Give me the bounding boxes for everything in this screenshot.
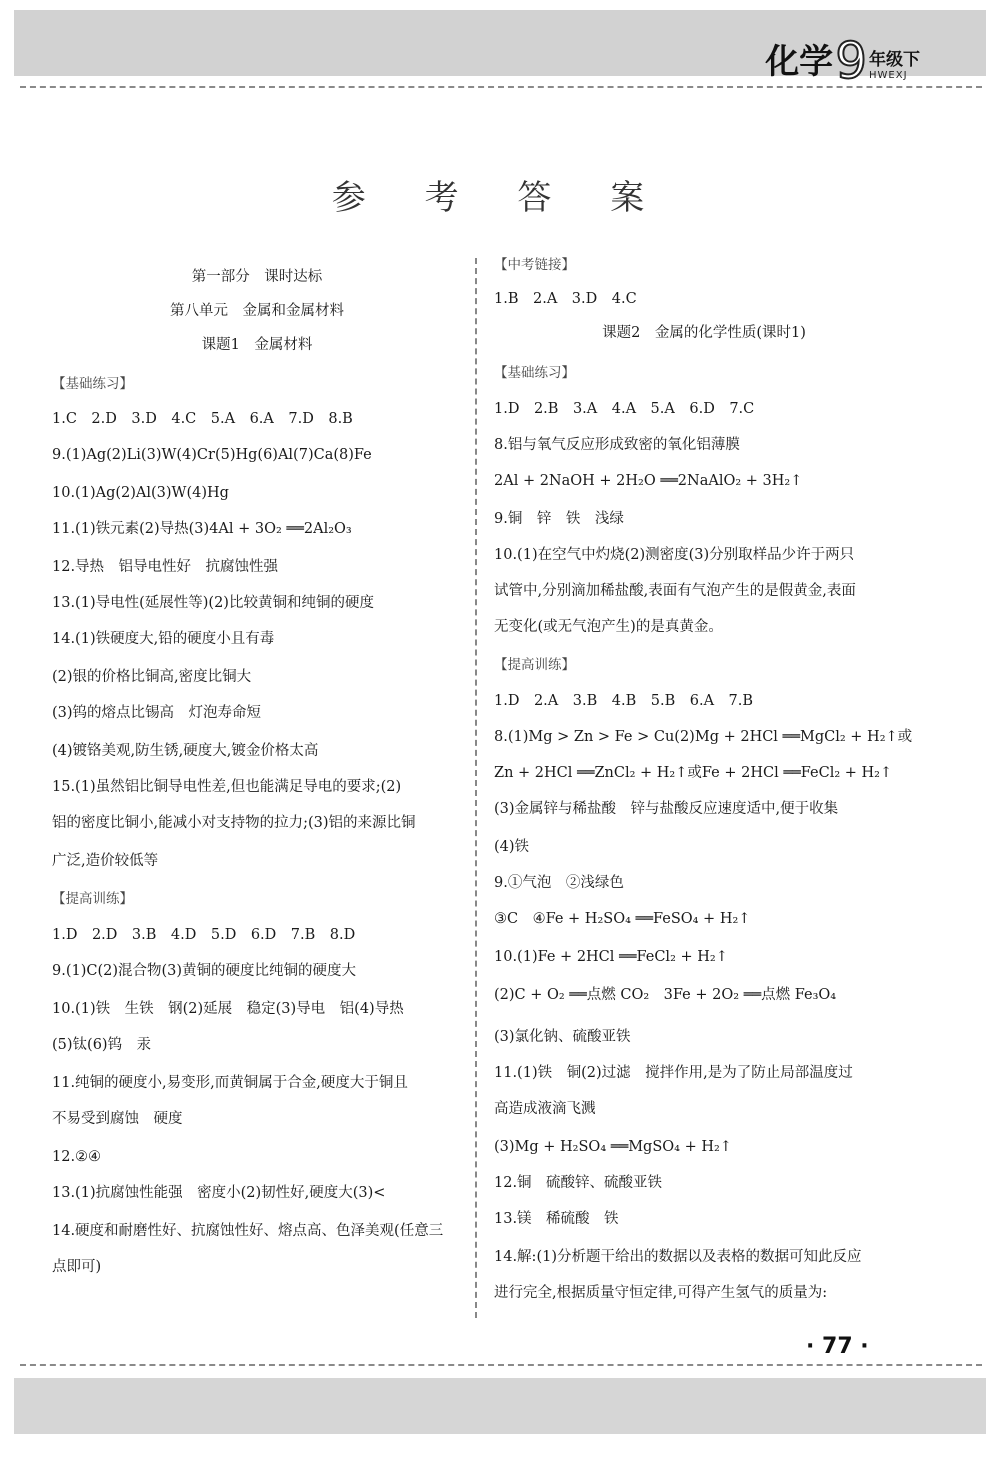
answer-line: 1.B 2.A 3.D 4.C [494,291,637,307]
answer-line: 9.①气泡 ②浅绿色 [494,875,624,891]
grade-box [869,45,920,81]
answer-line: (2)C + O₂ ══点燃 CO₂ 3Fe + 2O₂ ══点燃 Fe₃O₄ [494,987,837,1003]
answer-line: Zn + 2HCl ══ZnCl₂ + H₂↑或Fe + 2HCl ══FeCl₂ + H₂↑ [494,765,893,781]
answer-line: 13.镁 稀硫酸 铁 [494,1211,619,1227]
answer-line: 13.(1)抗腐蚀性能强 密度小(2)韧性好,硬度大(3)< [52,1185,386,1201]
answer-line: 1.D 2.A 3.B 4.B 5.B 6.A 7.B [494,693,754,709]
grade-label: 年级下 [869,50,920,70]
answer-line: 15.(1)虽然铝比铜导电性差,但也能满足导电的要求;(2) [52,779,402,795]
answer-line: 11.(1)铁 铜(2)过滤 搅拌作用,是为了防止局部温度过 [494,1065,853,1081]
answer-line: (5)钛(6)钨 汞 [52,1037,152,1053]
answer-line: (4)镀铬美观,防生锈,硬度大,镀金价格太高 [52,743,319,759]
page-number: · 77 · [806,1334,869,1359]
answer-line: 10.(1)Ag(2)Al(3)W(4)Hg [52,485,229,501]
answer-line: 13.(1)导电性(延展性等)(2)比较黄铜和纯铜的硬度 [52,595,374,611]
section-label: 【基础练习】 [52,376,133,392]
answer-line: 11.(1)铁元素(2)导热(3)4Al + 3O₂ ══2Al₂O₃ [52,521,352,537]
answer-line: 12.导热 铝导电性好 抗腐蚀性强 [52,559,279,575]
answer-line: 14.解:(1)分析题干给出的数据以及表格的数据可知此反应 [494,1249,862,1265]
section-heading: 第一部分 课时达标 [191,269,323,285]
section-label: 【提高训练】 [52,891,133,907]
header-title [765,32,920,90]
answer-line: 9.(1)Ag(2)Li(3)W(4)Cr(5)Hg(6)Al(7)Ca(8)Fe [52,447,372,463]
section-label: 【中考链接】 [494,257,575,273]
answer-line: 8.(1)Mg > Zn > Fe > Cu(2)Mg + 2HCl ══MgCl₂ + H₂↑或 [494,729,913,745]
answer-line: 14.硬度和耐磨性好、抗腐蚀性好、熔点高、色泽美观(任意三 [52,1223,444,1239]
section-label: 【基础练习】 [494,365,575,381]
answer-line: (3)金属锌与稀盐酸 锌与盐酸反应速度适中,便于收集 [494,801,839,817]
footer-band [14,1378,986,1434]
answer-line: (3)钨的熔点比锡高 灯泡寿命短 [52,705,262,721]
column-divider [475,258,477,1318]
header-divider [20,86,982,88]
section-heading: 第八单元 金属和金属材料 [170,303,344,319]
edition-label: HWEXJ [869,70,908,81]
answer-line: 进行完全,根据质量守恒定律,可得产生氢气的质量为: [494,1285,828,1301]
answer-line: 1.C 2.D 3.D 4.C 5.A 6.A 7.D 8.B [52,411,353,427]
answer-line: 9.铜 锌 铁 浅绿 [494,511,624,527]
answer-line: 点即可) [52,1259,102,1275]
answer-line: (2)银的价格比铜高,密度比铜大 [52,669,252,685]
answer-line: ③C ④Fe + H₂SO₄ ══FeSO₄ + H₂↑ [494,911,751,927]
answer-line: (3)氯化钠、硫酸亚铁 [494,1029,631,1045]
answer-line: 10.(1)在空气中灼烧(2)测密度(3)分别取样品少许于两只 [494,547,855,563]
section-heading: 课题1 金属材料 [201,337,313,353]
answer-line: (4)铁 [494,839,530,855]
subject-label: 化学 [765,42,834,82]
answer-line: (3)Mg + H₂SO₄ ══MgSO₄ + H₂↑ [494,1139,732,1155]
answer-line: 铝的密度比铜小,能减小对支持物的拉力;(3)铝的来源比铜 [52,815,416,831]
answer-line: 无变化(或无气泡产生)的是真黄金。 [494,619,723,635]
answer-line: 12.铜 硫酸锌、硫酸亚铁 [494,1175,663,1191]
answer-line: 不易受到腐蚀 硬度 [52,1111,183,1127]
answer-line: 12.②④ [52,1149,102,1165]
answer-line: 2Al + 2NaOH + 2H₂O ══2NaAlO₂ + 3H₂↑ [494,473,803,489]
answer-line: 8.铝与氧气反应形成致密的氧化铝薄膜 [494,437,740,453]
answer-line: 10.(1)Fe + 2HCl ══FeCl₂ + H₂↑ [494,949,728,965]
answer-line: 14.(1)铁硬度大,铅的硬度小且有毒 [52,631,275,647]
answer-line: 高造成液滴飞溅 [494,1101,596,1117]
answer-line: 9.(1)C(2)混合物(3)黄铜的硬度比纯铜的硬度大 [52,963,357,979]
page-title: 参 考 答 案 [331,178,669,218]
answer-line: 1.D 2.D 3.B 4.D 5.D 6.D 7.B 8.D [52,927,356,943]
answer-line: 10.(1)铁 生铁 钢(2)延展 稳定(3)导电 铝(4)导热 [52,1001,404,1017]
answer-line: 试管中,分别滴加稀盐酸,表面有气泡产生的是假黄金,表面 [494,583,856,599]
section-heading: 课题2 金属的化学性质(课时1) [602,325,806,341]
section-label: 【提高训练】 [494,657,575,673]
grade-number: 9 [835,32,867,90]
answer-line: 1.D 2.B 3.A 4.A 5.A 6.D 7.C [494,401,755,417]
answer-line: 广泛,造价较低等 [52,853,159,869]
answer-line: 11.纯铜的硬度小,易变形,而黄铜属于合金,硬度大于铜且 [52,1075,408,1091]
footer-divider [20,1364,982,1366]
